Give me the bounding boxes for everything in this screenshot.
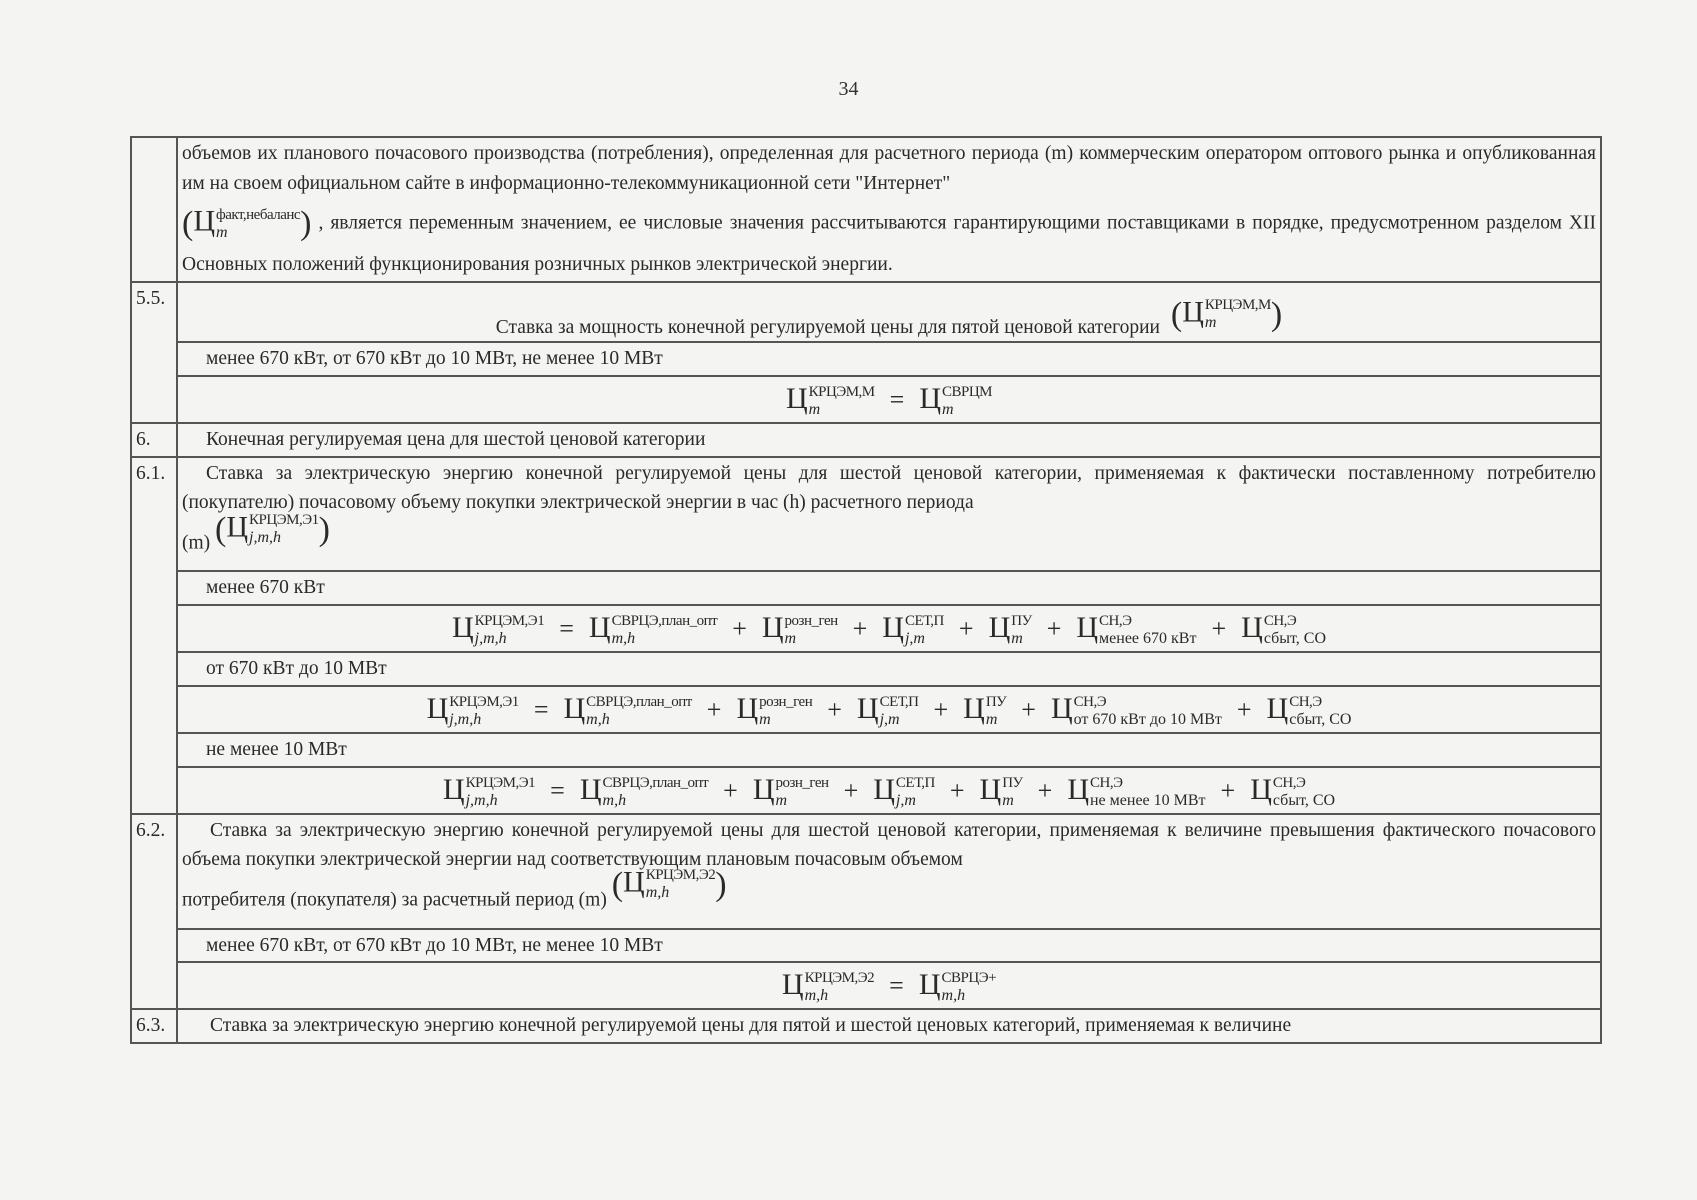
page-number: 34 xyxy=(838,78,859,100)
continuation-text-cell xyxy=(177,137,1601,282)
row-number-5-5: 5.5. xyxy=(131,282,177,423)
table-row xyxy=(131,962,1601,1009)
formula-6-1-symbol: (Ц КРЦЭМ,Э1 j,m,h ) xyxy=(215,510,330,548)
row-subtitle-5-5: менее 670 кВт, от 670 кВт до 10 МВт, не менее 10 МВт xyxy=(177,342,1601,376)
table-row xyxy=(131,767,1601,814)
row-subtitle-6-1-b: от 670 кВт до 10 МВт xyxy=(177,652,1601,686)
row-text-6-1-cell xyxy=(177,457,1601,572)
formula-6-1-a: Ц КРЦЭМ,Э1 j,m,h = Ц СВРЦЭ,план_опт m,h + Ц розн_ген m + Ц СЕТ,П j,m + Ц ПУ m + Ц СН,Э менее 670 кВт + Ц СН,Э сбыт, СО xyxy=(177,605,1601,652)
row-subtitle-6-2: менее 670 кВт, от 670 кВт до 10 МВт, не менее 10 МВт xyxy=(177,929,1601,963)
row-text-6-2: Ставка за электрическую энергию конечной регулируемой цены для шестой ценовой категории, применяемая к величине превышения фактического почасового объема покупки электрической энергии над соответствующим плановым почасовым объемом xyxy=(182,819,1596,871)
row-number-6-3: 6.3. xyxy=(131,1009,177,1043)
table-row xyxy=(131,571,1601,605)
row-number-cell xyxy=(131,137,177,282)
table-row xyxy=(131,686,1601,733)
continuation-text-b: , является переменным значением, ее числовые значения рассчитываются гарантирующими поставщиками в порядке, предусмотренном разделом XII Основных положений функционирования розничных рынков электрической энергии. xyxy=(182,212,1596,275)
table-row xyxy=(131,342,1601,376)
tariff-table xyxy=(130,136,1602,1044)
row-text-6-2-cell xyxy=(177,814,1601,929)
table-row xyxy=(131,814,1601,929)
row-number-6-2: 6.2. xyxy=(131,814,177,1010)
formula-fact-imbalance: (Ц факт,небаланс m ) xyxy=(182,204,312,243)
table-row xyxy=(131,929,1601,963)
table-row xyxy=(131,423,1601,457)
table-row xyxy=(131,376,1601,423)
table-row xyxy=(131,282,1601,343)
row-number-6: 6. xyxy=(131,423,177,457)
table-row xyxy=(131,605,1601,652)
formula-6-2-symbol: (Ц КРЦЭМ,Э2 m,h ) xyxy=(611,865,727,903)
formula-6-2: Ц КРЦЭМ,Э2 m,h = Ц СВРЦЭ+ m,h xyxy=(177,962,1601,1009)
row-title-6: Конечная регулируемая цена для шестой ценовой категории xyxy=(177,423,1601,457)
row-text-6-1: Ставка за электрическую энергию конечной регулируемой цены для шестой ценовой категории, применяемая к фактически поставленному потребителю (покупателю) почасовому объему покупки электрической энергии в час (h) расчетного периода xyxy=(182,462,1596,514)
row-text-6-3: Ставка за электрическую энергию конечной регулируемой цены для пятой и шестой ценовых категорий, применяемая к величине xyxy=(177,1009,1601,1043)
row-number-6-1: 6.1. xyxy=(131,457,177,814)
row-subtitle-6-1-a: менее 670 кВт xyxy=(177,571,1601,605)
formula-capacity-rate-symbol: (Ц КРЦЭМ,М m ) xyxy=(1170,294,1283,333)
formula-6-1-b: Ц КРЦЭМ,Э1 j,m,h = Ц СВРЦЭ,план_опт m,h + Ц розн_ген m + Ц СЕТ,П j,m + Ц ПУ m + Ц СН,Э от 670 кВт до 10 МВт + Ц СН,Э сбыт, СО xyxy=(177,686,1601,733)
table-row xyxy=(131,137,1601,282)
row-text-6-2-b: потребителя (покупателя) за расчетный период (m) xyxy=(182,889,607,911)
row-subtitle-6-1-c: не менее 10 МВт xyxy=(177,733,1601,767)
table-row xyxy=(131,1009,1601,1043)
continuation-text-a: объемов их планового почасового производства (потребления), определенная для расчетного периода (m) коммерческим оператором оптового рынка и опубликованная им на своем официальном сайте в информационно-телекоммуникационной сети "Интернет" xyxy=(182,143,1596,194)
row-title-5-5-cell xyxy=(177,282,1601,343)
row-title-5-5: Ставка за мощность конечной регулируемой цены для пятой ценовой категории xyxy=(495,316,1160,338)
formula-6-1-c: Ц КРЦЭМ,Э1 j,m,h = Ц СВРЦЭ,план_опт m,h + Ц розн_ген m + Ц СЕТ,П j,m + Ц ПУ m + Ц СН,Э не менее 10 МВт + Ц СН,Э сбыт, СО xyxy=(177,767,1601,814)
table-row xyxy=(131,652,1601,686)
row-text-6-1-m: (m) xyxy=(182,532,211,554)
table-row xyxy=(131,733,1601,767)
table-row xyxy=(131,457,1601,572)
formula-5-5: Ц КРЦЭМ,М m = Ц СВРЦМ m xyxy=(177,376,1601,423)
